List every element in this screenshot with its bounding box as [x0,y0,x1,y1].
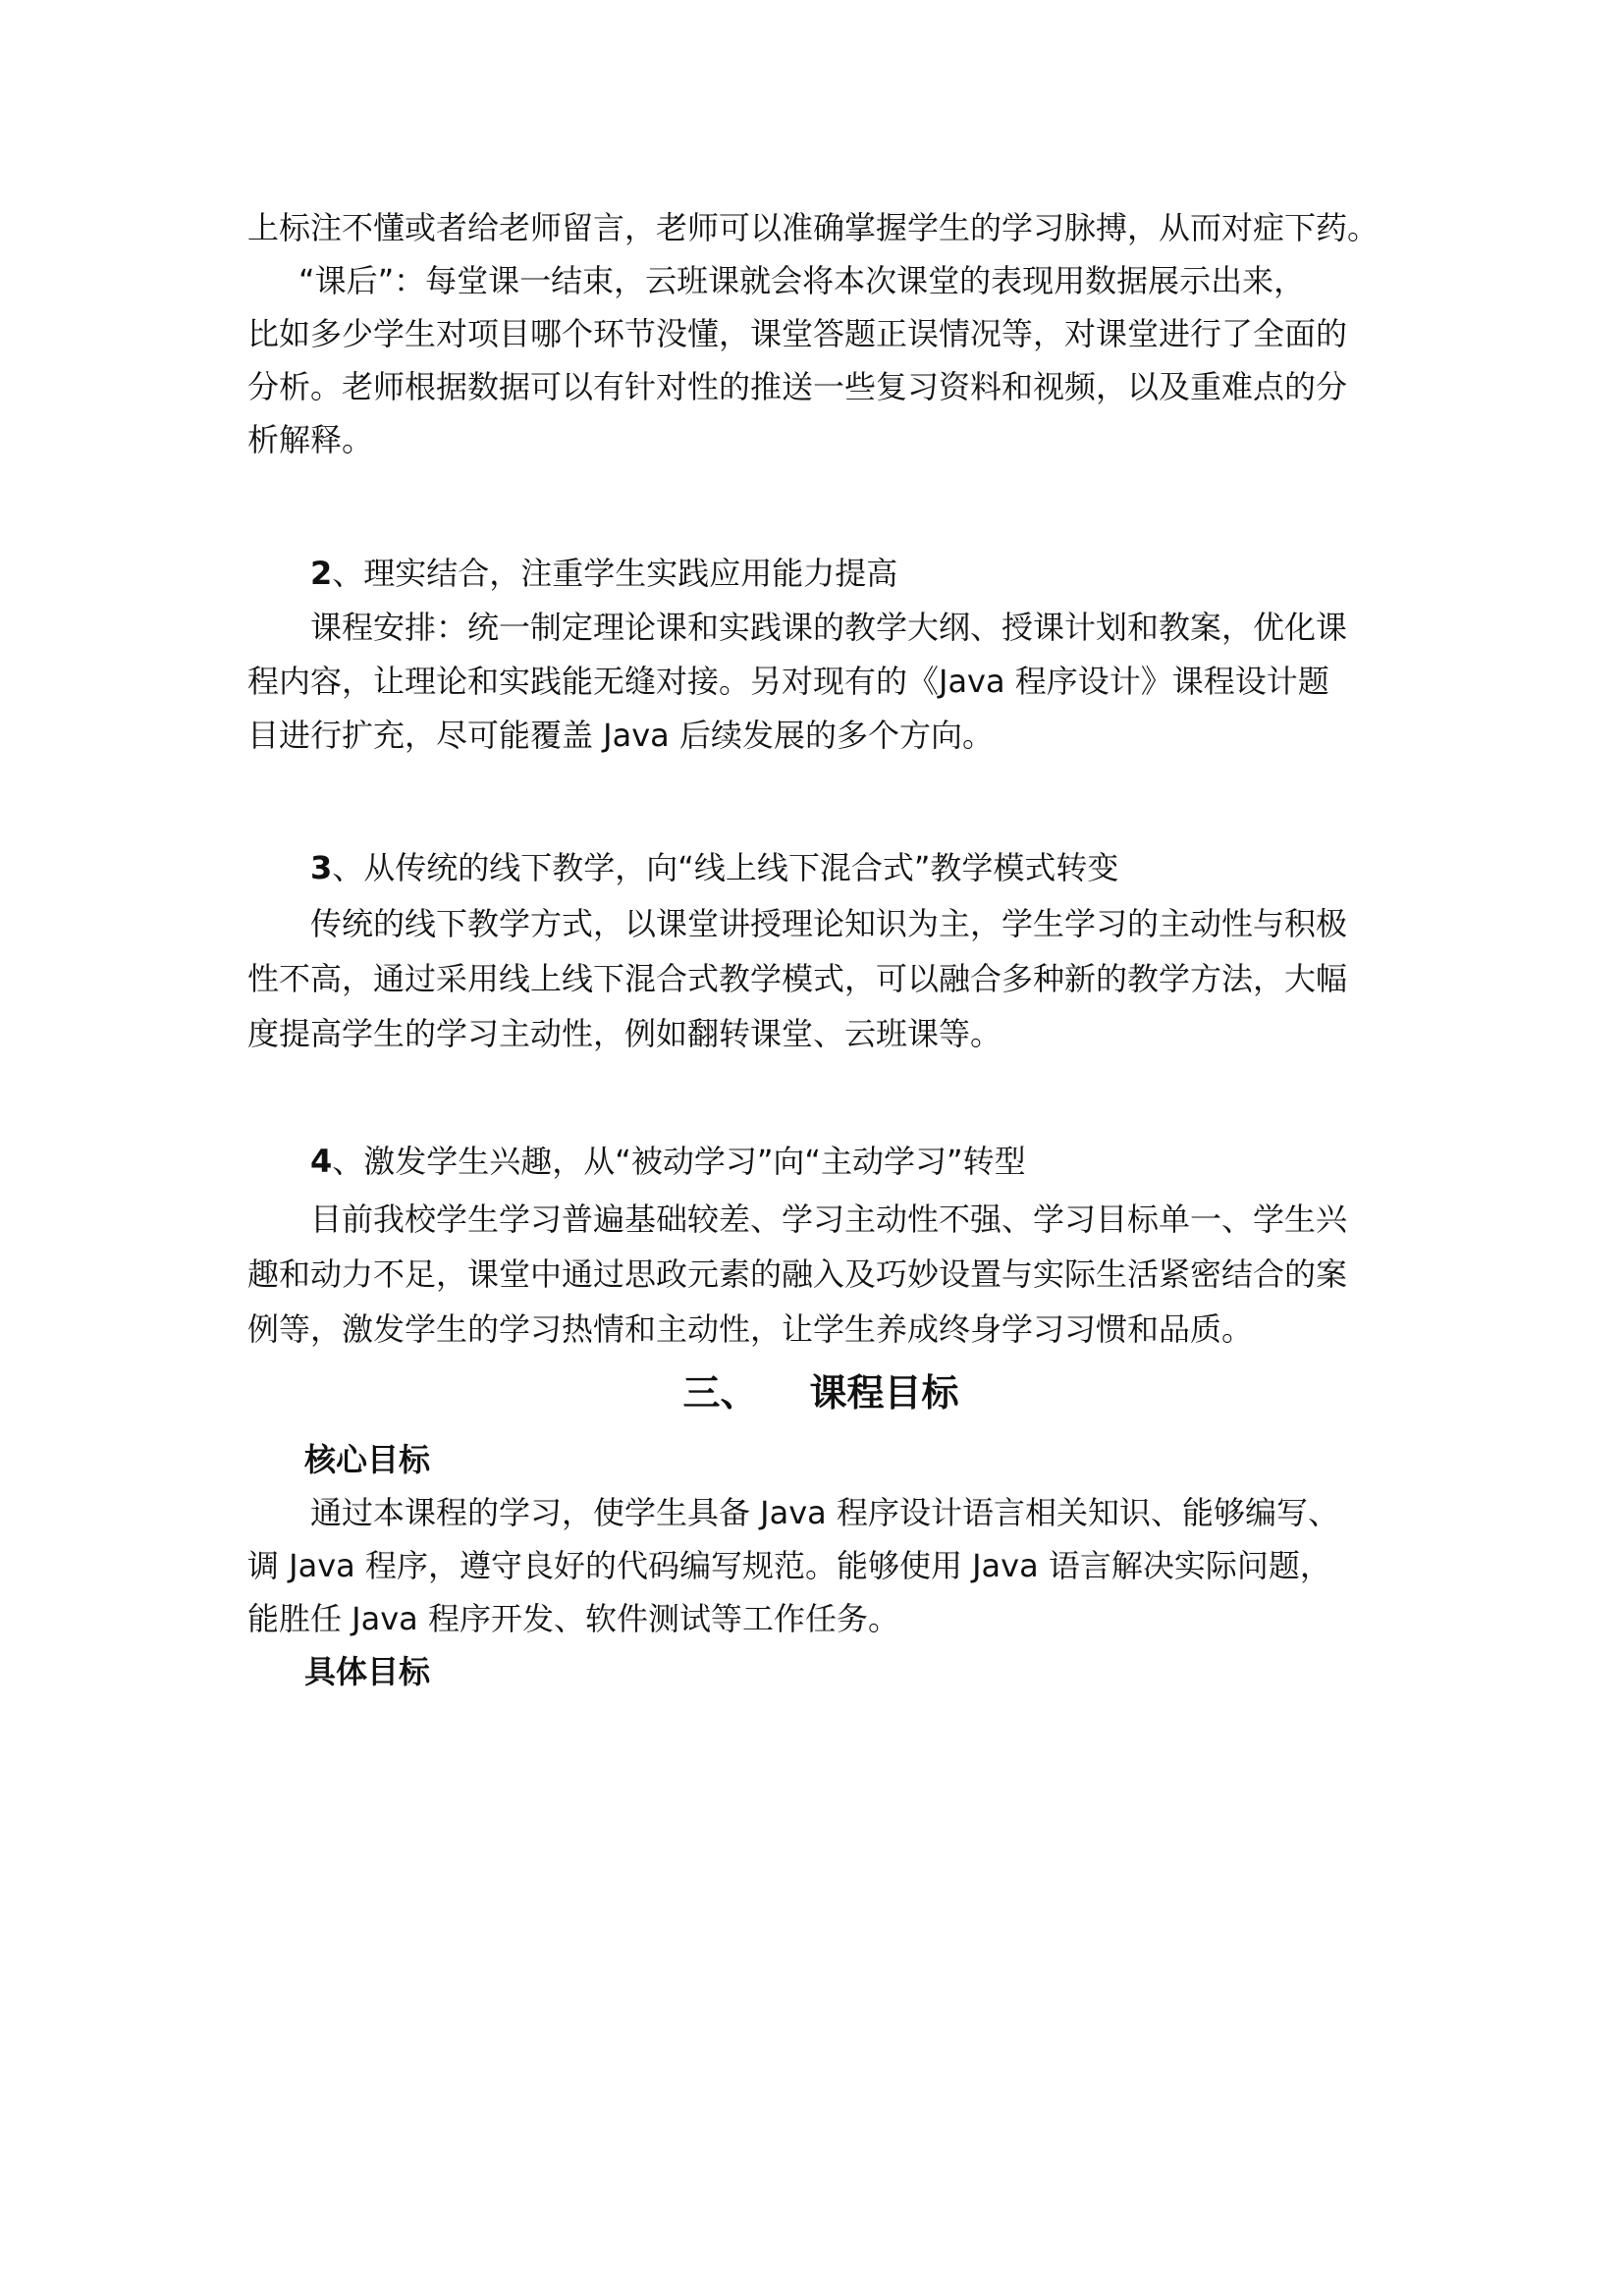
paragraph-line: 目前我校学生学习普遍基础较差、学习主动性不强、学习目标单一、学生兴 [310,1201,1348,1238]
section-number: 4 [310,1143,333,1180]
paragraph-line: 课程安排：统一制定理论课和实践课的教学大纲、授课计划和教案，优化课 [310,609,1348,646]
paragraph-line: 性不高，通过采用线上线下混合式教学模式，可以融合多种新的教学方法，大幅 [247,960,1348,997]
section-title-text: 、理实结合，注重学生实践应用能力提高 [332,555,898,592]
paragraph-line: 程内容，让理论和实践能无缝对接。另对现有的《Java 程序设计》课程设计题 [247,663,1329,700]
subheading-core-goal: 核心目标 [304,1441,431,1478]
section-title-text: 、激发学生兴趣，从“被动学习”向“主动学习”转型 [332,1143,1026,1180]
section-title-2 [310,554,897,593]
section-title-3 [310,848,1118,887]
subheading-specific-goal: 具体目标 [304,1653,431,1690]
section-heading: 三、 课程目标 [682,1371,959,1415]
paragraph-line: 上标注不懂或者给老师留言，老师可以准确掌握学生的学习脉搏，从而对症下药。 [247,209,1380,246]
section-title-4 [310,1142,1026,1181]
section-number: 3 [310,849,333,886]
paragraph-line: 析解释。 [247,421,374,458]
paragraph-line: 趣和动力不足，课堂中通过思政元素的融入及巧妙设置与实际生活紧密结合的案 [247,1255,1348,1293]
paragraph-line: 能胜任 Java 程序开发、软件测试等工作任务。 [247,1600,899,1637]
paragraph-line: 目进行扩充，尽可能覆盖 Java 后续发展的多个方向。 [247,717,994,754]
paragraph-line: 比如多少学生对项目哪个环节没懂，课堂答题正误情况等，对课堂进行了全面的 [247,315,1348,352]
paragraph-line: 分析。老师根据数据可以有针对性的推送一些复习资料和视频，以及重难点的分 [247,368,1348,405]
section-number: 2 [310,555,333,592]
paragraph-line: 例等，激发学生的学习热情和主动性，让学生养成终身学习习惯和品质。 [247,1310,1254,1348]
paragraph-line: 通过本课程的学习，使学生具备 Java 程序设计语言相关知识、能够编写、 [310,1494,1339,1531]
section-title-text: 、从传统的线下教学，向“线上线下混合式”教学模式转变 [332,849,1119,886]
paragraph-line: 传统的线下教学方式，以课堂讲授理论知识为主，学生学习的主动性与积极 [310,905,1348,942]
paragraph-line: 度提高学生的学习主动性，例如翻转课堂、云班课等。 [247,1015,1002,1052]
paragraph-line: “课后”：每堂课一结束，云班课就会将本次课堂的表现用数据展示出来， [298,262,1306,299]
paragraph-line: 调 Java 程序，遵守良好的代码编写规范。能够使用 Java 语言解决实际问题， [247,1547,1331,1584]
